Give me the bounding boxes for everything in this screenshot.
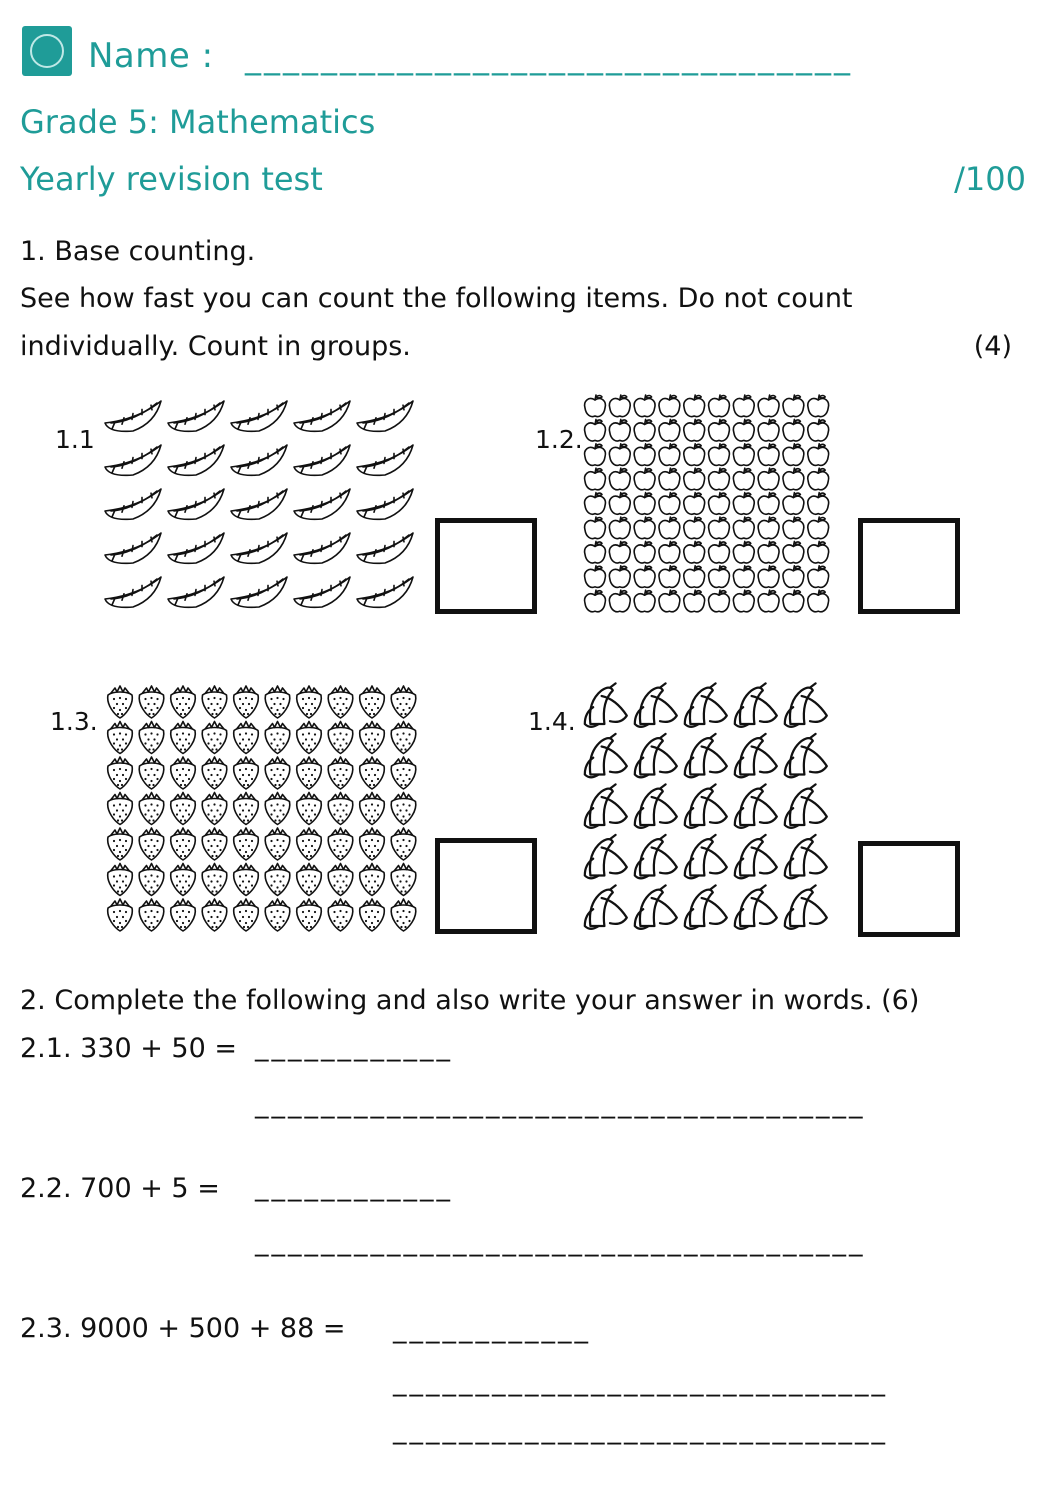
apple-icon [659, 590, 680, 612]
apple-icon [709, 590, 730, 612]
apple-icon [609, 444, 630, 466]
strawberry-icon [234, 793, 259, 825]
apple-icon [585, 590, 606, 612]
apple-icon [808, 493, 829, 515]
strawberry-icon [108, 686, 133, 718]
orange-slice-icon [357, 489, 413, 519]
banana-icon [635, 835, 677, 878]
apple-icon [585, 566, 606, 588]
strawberry-icon [108, 864, 133, 896]
strawberry-icon [391, 899, 416, 931]
orange-slice-icon [357, 401, 413, 431]
q2-1-expression: 2.1. 330 + 50 = [20, 1033, 237, 1064]
apple-icon [783, 468, 804, 490]
banana-icon [735, 835, 777, 878]
strawberry-icon [328, 722, 353, 754]
apple-icon [659, 468, 680, 490]
strawberry-icon [139, 864, 164, 896]
q2-2-answer-line[interactable]: ____________ [255, 1171, 453, 1202]
strawberry-icon [234, 722, 259, 754]
banana-icon [685, 885, 727, 928]
apple-icon [808, 566, 829, 588]
apple-icon [733, 541, 754, 563]
apple-icon [684, 419, 705, 441]
apple-icon [733, 395, 754, 417]
grade-title: Grade 5: Mathematics [20, 103, 376, 141]
banana-icon [685, 683, 727, 726]
orange-slice-icon [294, 577, 350, 607]
apple-icon [634, 590, 655, 612]
apple-icon [758, 493, 779, 515]
strawberry-icon [265, 828, 290, 860]
apple-icon [709, 541, 730, 563]
apple-icon [758, 444, 779, 466]
apple-icon [684, 517, 705, 539]
apple-icon-grid [583, 394, 835, 616]
strawberry-icon [360, 899, 385, 931]
banana-icon [685, 784, 727, 827]
strawberry-icon [139, 722, 164, 754]
banana-icon [785, 885, 827, 928]
strawberry-icon [360, 722, 385, 754]
strawberry-icon [139, 899, 164, 931]
orange-slice-icon [231, 577, 287, 607]
strawberry-icon [139, 828, 164, 860]
answer-box-1-4[interactable] [858, 841, 960, 937]
apple-icon [609, 590, 630, 612]
apple-icon [659, 517, 680, 539]
orange-slice-icon [168, 445, 224, 475]
banana-icon [585, 835, 627, 878]
strawberry-icon [108, 722, 133, 754]
strawberry-icon [171, 864, 196, 896]
item-label-1-4: 1.4. [528, 707, 576, 736]
apple-icon [585, 444, 606, 466]
apple-icon [684, 566, 705, 588]
strawberry-icon [265, 757, 290, 789]
apple-icon [659, 395, 680, 417]
apple-icon [585, 493, 606, 515]
orange-slice-icon [231, 533, 287, 563]
orange-slice-icon [168, 401, 224, 431]
orange-slice-icon [294, 401, 350, 431]
strawberry-icon [360, 828, 385, 860]
apple-icon [585, 419, 606, 441]
apple-icon [634, 493, 655, 515]
banana-icon [635, 734, 677, 777]
q2-title: 2. Complete the following and also write your answer in words. (6) [20, 985, 920, 1016]
apple-icon [709, 419, 730, 441]
apple-icon [659, 493, 680, 515]
strawberry-icon [202, 757, 227, 789]
orange-slice-icon [357, 577, 413, 607]
apple-icon [808, 590, 829, 612]
orange-slice-icon [105, 577, 161, 607]
apple-icon [808, 444, 829, 466]
apple-icon [585, 468, 606, 490]
apple-icon [684, 444, 705, 466]
apple-icon [634, 444, 655, 466]
strawberry-icon [171, 828, 196, 860]
strawberry-icon [391, 722, 416, 754]
orange-slice-icon [168, 577, 224, 607]
q2-3-words-line-2[interactable]: ______________________________ [393, 1414, 888, 1445]
answer-box-1-3[interactable] [435, 838, 537, 934]
apple-icon [758, 541, 779, 563]
strawberry-icon [202, 686, 227, 718]
strawberry-icon [391, 828, 416, 860]
apple-icon [783, 517, 804, 539]
strawberry-icon [108, 757, 133, 789]
name-label: Name : [88, 36, 214, 76]
strawberry-icon [391, 757, 416, 789]
apple-icon [634, 468, 655, 490]
strawberry-icon [297, 899, 322, 931]
banana-icon [635, 885, 677, 928]
apple-icon [733, 566, 754, 588]
orange-slice-icon [105, 489, 161, 519]
apple-icon [684, 541, 705, 563]
apple-icon [634, 541, 655, 563]
total-marks: /100 [954, 160, 1026, 198]
apple-icon [758, 395, 779, 417]
orange-slice-icon [294, 445, 350, 475]
orange-slice-icon [294, 489, 350, 519]
school-logo-icon [22, 26, 72, 76]
apple-icon [758, 517, 779, 539]
apple-icon [585, 395, 606, 417]
apple-icon [684, 493, 705, 515]
strawberry-icon [171, 686, 196, 718]
apple-icon [659, 541, 680, 563]
apple-icon [709, 444, 730, 466]
strawberry-icon [265, 686, 290, 718]
strawberry-icon [202, 828, 227, 860]
banana-icon [635, 683, 677, 726]
apple-icon [709, 517, 730, 539]
orange-slice-icon-grid [103, 393, 423, 615]
apple-icon [758, 566, 779, 588]
name-input-line[interactable]: ________________________________ [245, 38, 853, 76]
strawberry-icon [328, 899, 353, 931]
apple-icon [783, 541, 804, 563]
apple-icon [709, 493, 730, 515]
strawberry-icon [202, 899, 227, 931]
apple-icon [609, 493, 630, 515]
apple-icon [684, 395, 705, 417]
strawberry-icon [171, 757, 196, 789]
apple-icon [783, 395, 804, 417]
apple-icon [733, 517, 754, 539]
strawberry-icon [171, 722, 196, 754]
test-title: Yearly revision test [20, 160, 323, 198]
answer-box-1-2[interactable] [858, 518, 960, 614]
apple-icon [808, 468, 829, 490]
q2-3-expression: 2.3. 9000 + 500 + 88 = [20, 1313, 346, 1344]
apple-icon [609, 395, 630, 417]
orange-slice-icon [168, 489, 224, 519]
apple-icon [733, 590, 754, 612]
orange-slice-icon [294, 533, 350, 563]
apple-icon [634, 419, 655, 441]
apple-icon [733, 468, 754, 490]
strawberry-icon [328, 864, 353, 896]
banana-icon [785, 734, 827, 777]
strawberry-icon [391, 864, 416, 896]
strawberry-icon [328, 757, 353, 789]
apple-icon [634, 566, 655, 588]
strawberry-icon [234, 686, 259, 718]
apple-icon [783, 444, 804, 466]
banana-icon [735, 683, 777, 726]
strawberry-icon [171, 793, 196, 825]
apple-icon [609, 419, 630, 441]
banana-icon [685, 835, 727, 878]
strawberry-icon [297, 793, 322, 825]
q2-1-answer-line[interactable]: ____________ [255, 1031, 453, 1062]
orange-slice-icon [105, 533, 161, 563]
answer-box-1-1[interactable] [435, 518, 537, 614]
apple-icon [709, 566, 730, 588]
apple-icon [634, 395, 655, 417]
apple-icon [733, 419, 754, 441]
orange-slice-icon [105, 445, 161, 475]
apple-icon [585, 541, 606, 563]
strawberry-icon [108, 899, 133, 931]
strawberry-icon [234, 757, 259, 789]
strawberry-icon-grid [105, 685, 421, 938]
apple-icon [733, 444, 754, 466]
apple-icon [684, 590, 705, 612]
banana-icon [735, 734, 777, 777]
orange-slice-icon [105, 401, 161, 431]
q2-1-words-line[interactable]: _____________________________________ [255, 1088, 866, 1119]
apple-icon [585, 517, 606, 539]
q2-2-expression: 2.2. 700 + 5 = [20, 1173, 220, 1204]
apple-icon [808, 395, 829, 417]
strawberry-icon [328, 828, 353, 860]
strawberry-icon [265, 793, 290, 825]
apple-icon [659, 419, 680, 441]
apple-icon [709, 468, 730, 490]
apple-icon [609, 566, 630, 588]
q2-2-words-line[interactable]: _____________________________________ [255, 1226, 866, 1257]
apple-icon [634, 517, 655, 539]
strawberry-icon [139, 686, 164, 718]
strawberry-icon [234, 864, 259, 896]
apple-icon [758, 590, 779, 612]
strawberry-icon [328, 686, 353, 718]
apple-icon [609, 517, 630, 539]
apple-icon [684, 468, 705, 490]
q1-title: 1. Base counting. [20, 236, 256, 267]
strawberry-icon [202, 864, 227, 896]
orange-slice-icon [231, 401, 287, 431]
banana-icon [585, 885, 627, 928]
item-label-1-1: 1.1 [55, 425, 95, 454]
strawberry-icon [139, 793, 164, 825]
apple-icon [758, 468, 779, 490]
banana-icon [785, 784, 827, 827]
banana-icon-grid [582, 682, 832, 938]
apple-icon [808, 419, 829, 441]
strawberry-icon [360, 686, 385, 718]
banana-icon [585, 734, 627, 777]
q2-3-words-line-1[interactable]: ______________________________ [393, 1366, 888, 1397]
q1-instruction-line1: See how fast you can count the following items. Do not count [20, 283, 853, 314]
strawberry-icon [202, 722, 227, 754]
apple-icon [783, 566, 804, 588]
item-label-1-3: 1.3. [50, 707, 98, 736]
q2-3-answer-line[interactable]: ____________ [393, 1313, 591, 1344]
strawberry-icon [297, 686, 322, 718]
banana-icon [785, 835, 827, 878]
strawberry-icon [297, 757, 322, 789]
strawberry-icon [297, 864, 322, 896]
apple-icon [659, 566, 680, 588]
q1-marks: (4) [973, 331, 1012, 362]
banana-icon [735, 784, 777, 827]
orange-slice-icon [168, 533, 224, 563]
strawberry-icon [202, 793, 227, 825]
strawberry-icon [139, 757, 164, 789]
strawberry-icon [234, 828, 259, 860]
strawberry-icon [297, 722, 322, 754]
banana-icon [685, 734, 727, 777]
apple-icon [709, 395, 730, 417]
apple-icon [609, 468, 630, 490]
strawberry-icon [328, 793, 353, 825]
strawberry-icon [360, 793, 385, 825]
strawberry-icon [234, 899, 259, 931]
strawberry-icon [360, 864, 385, 896]
apple-icon [808, 541, 829, 563]
strawberry-icon [265, 722, 290, 754]
orange-slice-icon [231, 445, 287, 475]
apple-icon [758, 419, 779, 441]
strawberry-icon [360, 757, 385, 789]
orange-slice-icon [231, 489, 287, 519]
apple-icon [783, 419, 804, 441]
orange-slice-icon [357, 445, 413, 475]
banana-icon [585, 784, 627, 827]
strawberry-icon [108, 828, 133, 860]
banana-icon [785, 683, 827, 726]
apple-icon [659, 444, 680, 466]
strawberry-icon [171, 899, 196, 931]
strawberry-icon [265, 864, 290, 896]
q1-instruction-line2: individually. Count in groups. [20, 331, 411, 362]
orange-slice-icon [357, 533, 413, 563]
apple-icon [733, 493, 754, 515]
item-label-1-2: 1.2. [535, 425, 583, 454]
apple-icon [808, 517, 829, 539]
strawberry-icon [391, 686, 416, 718]
banana-icon [735, 885, 777, 928]
apple-icon [783, 590, 804, 612]
strawberry-icon [108, 793, 133, 825]
strawberry-icon [265, 899, 290, 931]
apple-icon [609, 541, 630, 563]
strawberry-icon [297, 828, 322, 860]
apple-icon [783, 493, 804, 515]
strawberry-icon [391, 793, 416, 825]
banana-icon [635, 784, 677, 827]
banana-icon [585, 683, 627, 726]
